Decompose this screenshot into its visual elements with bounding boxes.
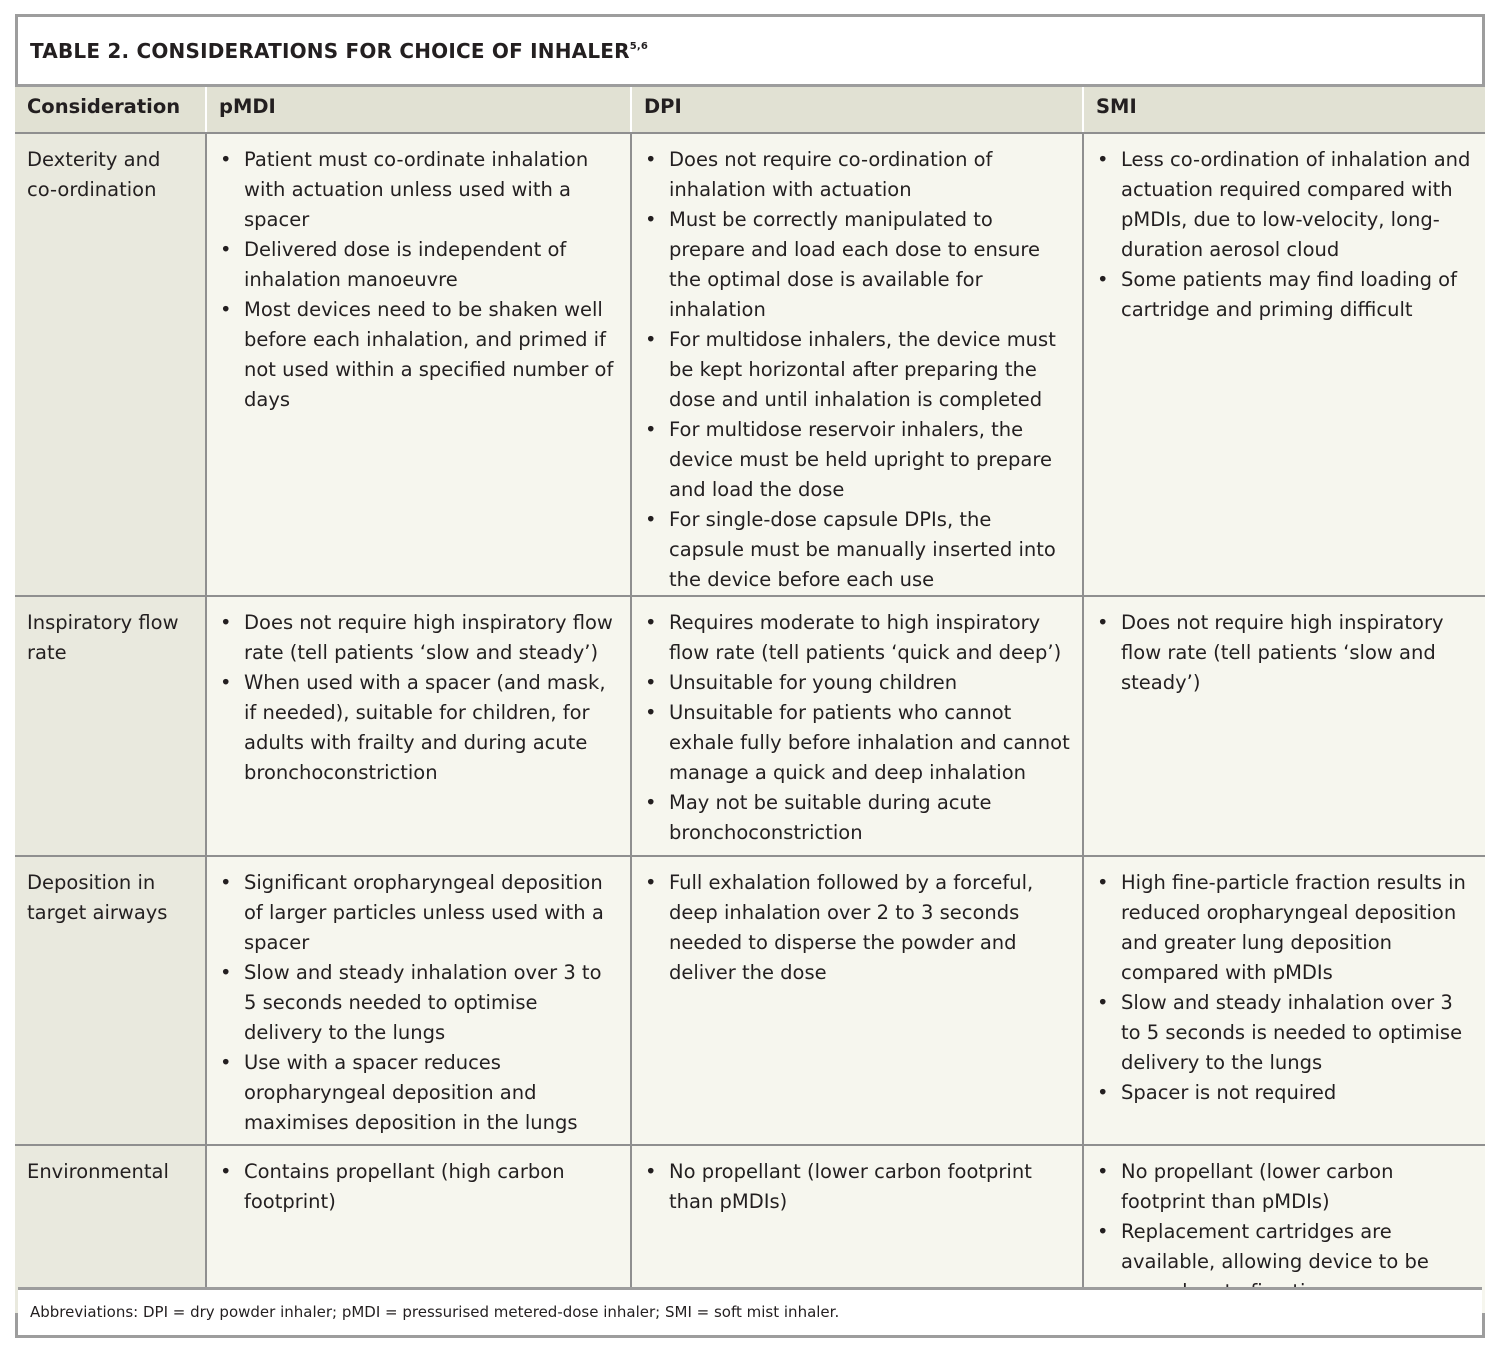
bullet-item: • Less co-ordination of inhalation and actuation required compared with pMDIs, due to low-velocity, long-duration aerosol cloud	[1096, 145, 1475, 265]
consideration-cell: Deposition in target airways	[15, 856, 206, 1145]
bullet-item: • Unsuitable for patients who cannot exhale fully before inhalation and cannot manage a quick and deep inhalation	[644, 698, 1072, 788]
dpi-cell	[631, 596, 1083, 856]
bullet-item: • When used with a spacer (and mask, if needed), suitable for children, for adults with frailty and during acute bronchoconstriction	[219, 668, 620, 788]
bullet-item: • Slow and steady inhalation over 3 to 5 seconds needed to optimise delivery to the lungs	[219, 958, 620, 1048]
bullet-item: • For single-dose capsule DPIs, the capsule must be manually inserted into the device before each use	[644, 505, 1072, 595]
bullet-list	[644, 1157, 1072, 1217]
bullet-item: • Slow and steady inhalation over 3 to 5 seconds is needed to optimise delivery to the lungs	[1096, 988, 1475, 1078]
table-row	[15, 133, 1485, 596]
dpi-cell	[631, 856, 1083, 1145]
bullet-list	[1096, 868, 1475, 1108]
bullet-list	[644, 868, 1072, 988]
bullet-item: • Requires moderate to high inspiratory flow rate (tell patients ‘quick and deep’)	[644, 608, 1072, 668]
bullet-list	[644, 608, 1072, 848]
bullet-list	[644, 145, 1072, 595]
bullet-item: • Most devices need to be shaken well before each inhalation, and primed if not used within a specified number of days	[219, 295, 620, 415]
bullet-item: • Significant oropharyngeal deposition of larger particles unless used with a spacer	[219, 868, 620, 958]
smi-cell	[1083, 596, 1485, 856]
title-bar	[18, 17, 1482, 87]
header-consideration: Consideration	[15, 87, 206, 133]
bullet-list	[219, 1157, 620, 1217]
bullet-item: • Does not require high inspiratory flow rate (tell patients ‘slow and steady’)	[219, 608, 620, 668]
table-title	[30, 39, 1482, 63]
bullet-item: • For multidose inhalers, the device must be kept horizontal after preparing the dose and until inhalation is completed	[644, 325, 1072, 415]
table-row	[15, 856, 1485, 1145]
abbreviations-footnote: Abbreviations: DPI = dry powder inhaler; pMDI = pressurised metered-dose inhaler; SMI = soft mist inhaler.	[18, 1287, 1482, 1335]
table-row	[15, 596, 1485, 856]
header-smi: SMI	[1083, 87, 1485, 133]
bullet-item: • For multidose reservoir inhalers, the device must be held upright to prepare and load the dose	[644, 415, 1072, 505]
bullet-item: • Does not require co-ordination of inhalation with actuation	[644, 145, 1072, 205]
bullet-item: • Use with a spacer reduces oropharyngeal deposition and maximises deposition in the lungs	[219, 1048, 620, 1138]
bullet-item: • Patient must co-ordinate inhalation with actuation unless used with a spacer	[219, 145, 620, 235]
bullet-item: • High fine-particle fraction results in reduced oropharyngeal deposition and greater lung deposition compared with pMDIs	[1096, 868, 1475, 988]
bullet-item: • Contains propellant (high carbon footprint)	[219, 1157, 620, 1217]
inhaler-table-panel	[15, 14, 1485, 1338]
pmdi-cell	[206, 133, 631, 596]
bullet-item: • May not be suitable during acute bronchoconstriction	[644, 788, 1072, 848]
bullet-item: • Full exhalation followed by a forceful, deep inhalation over 2 to 3 seconds needed to disperse the powder and deliver the dose	[644, 868, 1072, 988]
bullet-item: • Must be correctly manipulated to prepare and load each dose to ensure the optimal dose is available for inhalation	[644, 205, 1072, 325]
header-dpi: DPI	[631, 87, 1083, 133]
bullet-list	[1096, 608, 1475, 698]
bullet-item: • No propellant (lower carbon footprint than pMDIs)	[644, 1157, 1072, 1217]
considerations-table	[15, 87, 1485, 1313]
table-header	[15, 87, 1485, 133]
bullet-item: • Unsuitable for young children	[644, 668, 1072, 698]
table-title-text: TABLE 2. CONSIDERATIONS FOR CHOICE OF INHALER	[30, 39, 630, 63]
header-pmdi: pMDI	[206, 87, 631, 133]
consideration-cell: Environmental	[15, 1145, 206, 1313]
title-references: 5,6	[629, 41, 649, 52]
pmdi-cell	[206, 596, 631, 856]
bullet-item: • No propellant (lower carbon footprint than pMDIs)	[1096, 1157, 1475, 1217]
table-body	[15, 133, 1485, 1313]
dpi-cell	[631, 133, 1083, 596]
consideration-cell: Inspiratory flow rate	[15, 596, 206, 856]
bullet-list	[219, 868, 620, 1138]
bullet-list	[1096, 1157, 1475, 1307]
smi-cell	[1083, 856, 1485, 1145]
bullet-item: • Replacement cartridges are available, allowing device to be	[1096, 1217, 1475, 1307]
bullet-item: • Does not require high inspiratory flow rate (tell patients ‘slow and steady’)	[1096, 608, 1475, 698]
smi-cell	[1083, 133, 1485, 596]
bullet-item: • Delivered dose is independent of inhalation manoeuvre	[219, 235, 620, 295]
consideration-cell: Dexterity and co-ordination	[15, 133, 206, 596]
pmdi-cell	[206, 856, 631, 1145]
bullet-list	[219, 145, 620, 415]
bullet-item: • Spacer is not required	[1096, 1078, 1475, 1108]
bullet-list	[1096, 145, 1475, 325]
bullet-item: • Some patients may find loading of cartridge and priming difficult	[1096, 265, 1475, 325]
bullet-list	[219, 608, 620, 788]
header-row	[15, 87, 1485, 133]
